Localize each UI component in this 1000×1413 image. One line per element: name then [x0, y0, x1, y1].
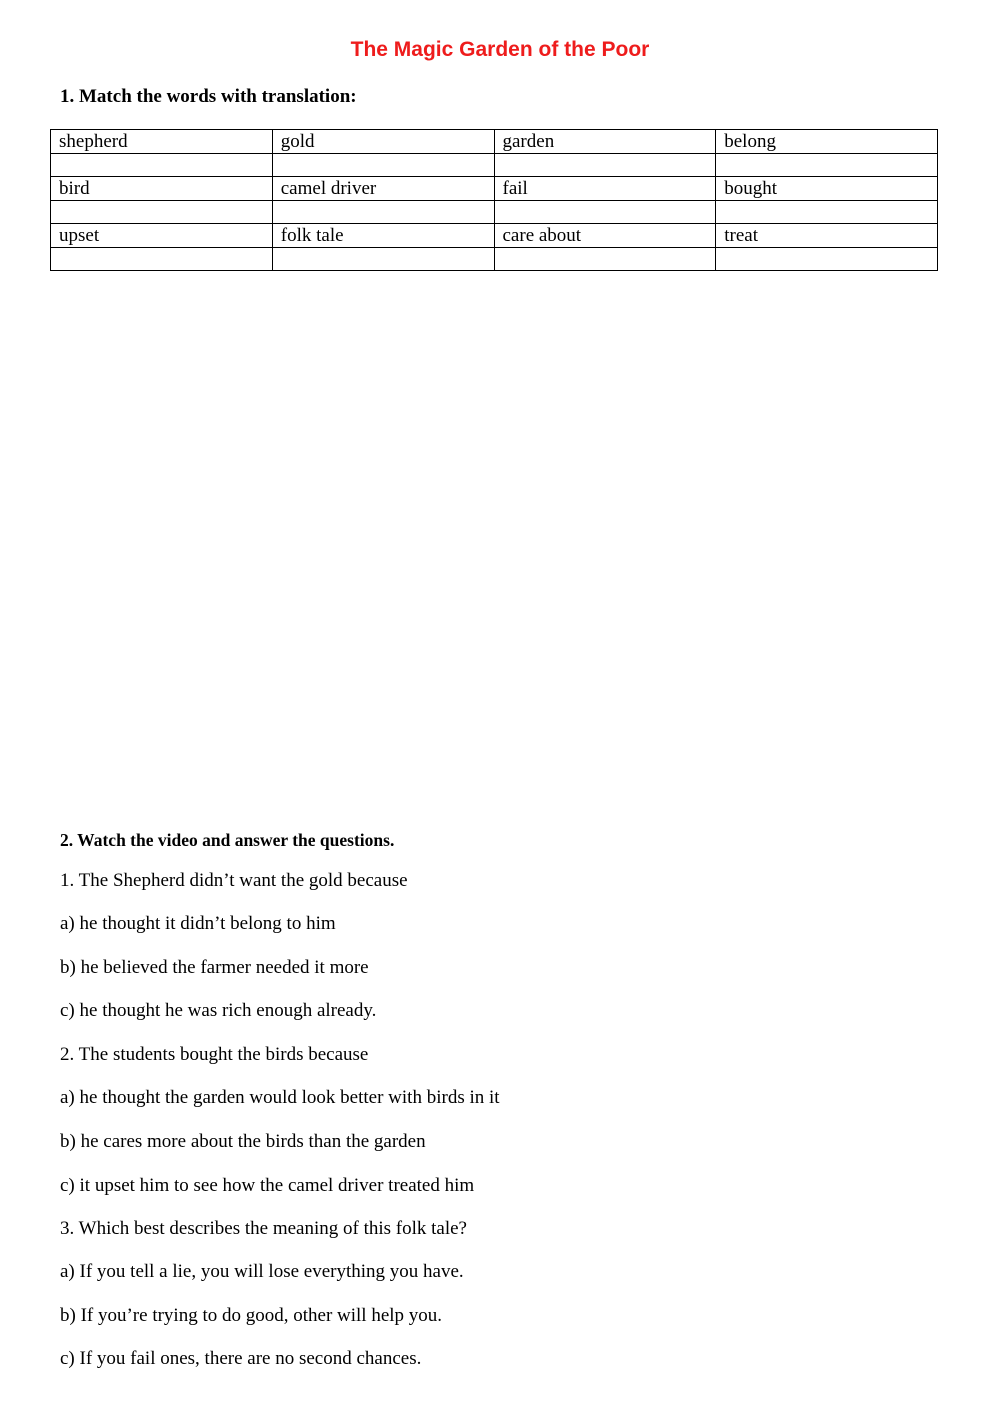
translation-row — [51, 201, 938, 224]
word-cell: shepherd — [51, 130, 273, 154]
translation-cell[interactable] — [272, 201, 494, 224]
translation-cell[interactable] — [272, 248, 494, 271]
translation-cell[interactable] — [716, 154, 938, 177]
answer-option[interactable]: c) it upset him to see how the camel driver treated him — [60, 1175, 475, 1196]
word-cell: garden — [494, 130, 716, 154]
question-2: 2. The students bought the birds because — [60, 1044, 369, 1065]
word-cell: belong — [716, 130, 938, 154]
translation-cell[interactable] — [494, 248, 716, 271]
translation-row — [51, 154, 938, 177]
word-cell: camel driver — [272, 177, 494, 201]
translation-cell[interactable] — [51, 154, 273, 177]
table-row — [51, 177, 938, 201]
answer-option[interactable]: b) he believed the farmer needed it more — [60, 957, 369, 978]
section-2-heading: 2. Watch the video and answer the questions. — [60, 830, 395, 850]
translation-row — [51, 248, 938, 271]
translation-cell[interactable] — [272, 154, 494, 177]
answer-option[interactable]: a) If you tell a lie, you will lose everything you have. — [60, 1261, 464, 1282]
word-cell: treat — [716, 224, 938, 248]
answer-option[interactable]: c) If you fail ones, there are no second chances. — [60, 1348, 422, 1369]
answer-option[interactable]: a) he thought the garden would look better with birds in it — [60, 1087, 500, 1108]
translation-cell[interactable] — [494, 154, 716, 177]
worksheet-title: The Magic Garden of the Poor — [350, 38, 650, 61]
section-1-heading: 1. Match the words with translation: — [60, 86, 357, 107]
vocabulary-table — [50, 129, 938, 271]
table-row — [51, 130, 938, 154]
table-row — [51, 224, 938, 248]
translation-cell[interactable] — [716, 201, 938, 224]
word-cell: gold — [272, 130, 494, 154]
word-cell: upset — [51, 224, 273, 248]
word-cell: bought — [716, 177, 938, 201]
word-cell: bird — [51, 177, 273, 201]
answer-option[interactable]: c) he thought he was rich enough already. — [60, 1000, 377, 1021]
word-cell: folk tale — [272, 224, 494, 248]
word-cell: fail — [494, 177, 716, 201]
translation-cell[interactable] — [51, 201, 273, 224]
answer-option[interactable]: b) If you’re trying to do good, other will help you. — [60, 1305, 443, 1326]
answer-option[interactable]: a) he thought it didn’t belong to him — [60, 913, 336, 934]
question-3: 3. Which best describes the meaning of this folk tale? — [60, 1218, 467, 1239]
translation-cell[interactable] — [51, 248, 273, 271]
translation-cell[interactable] — [716, 248, 938, 271]
question-1: 1. The Shepherd didn’t want the gold because — [60, 870, 408, 891]
answer-option[interactable]: b) he cares more about the birds than the garden — [60, 1131, 426, 1152]
translation-cell[interactable] — [494, 201, 716, 224]
word-cell: care about — [494, 224, 716, 248]
